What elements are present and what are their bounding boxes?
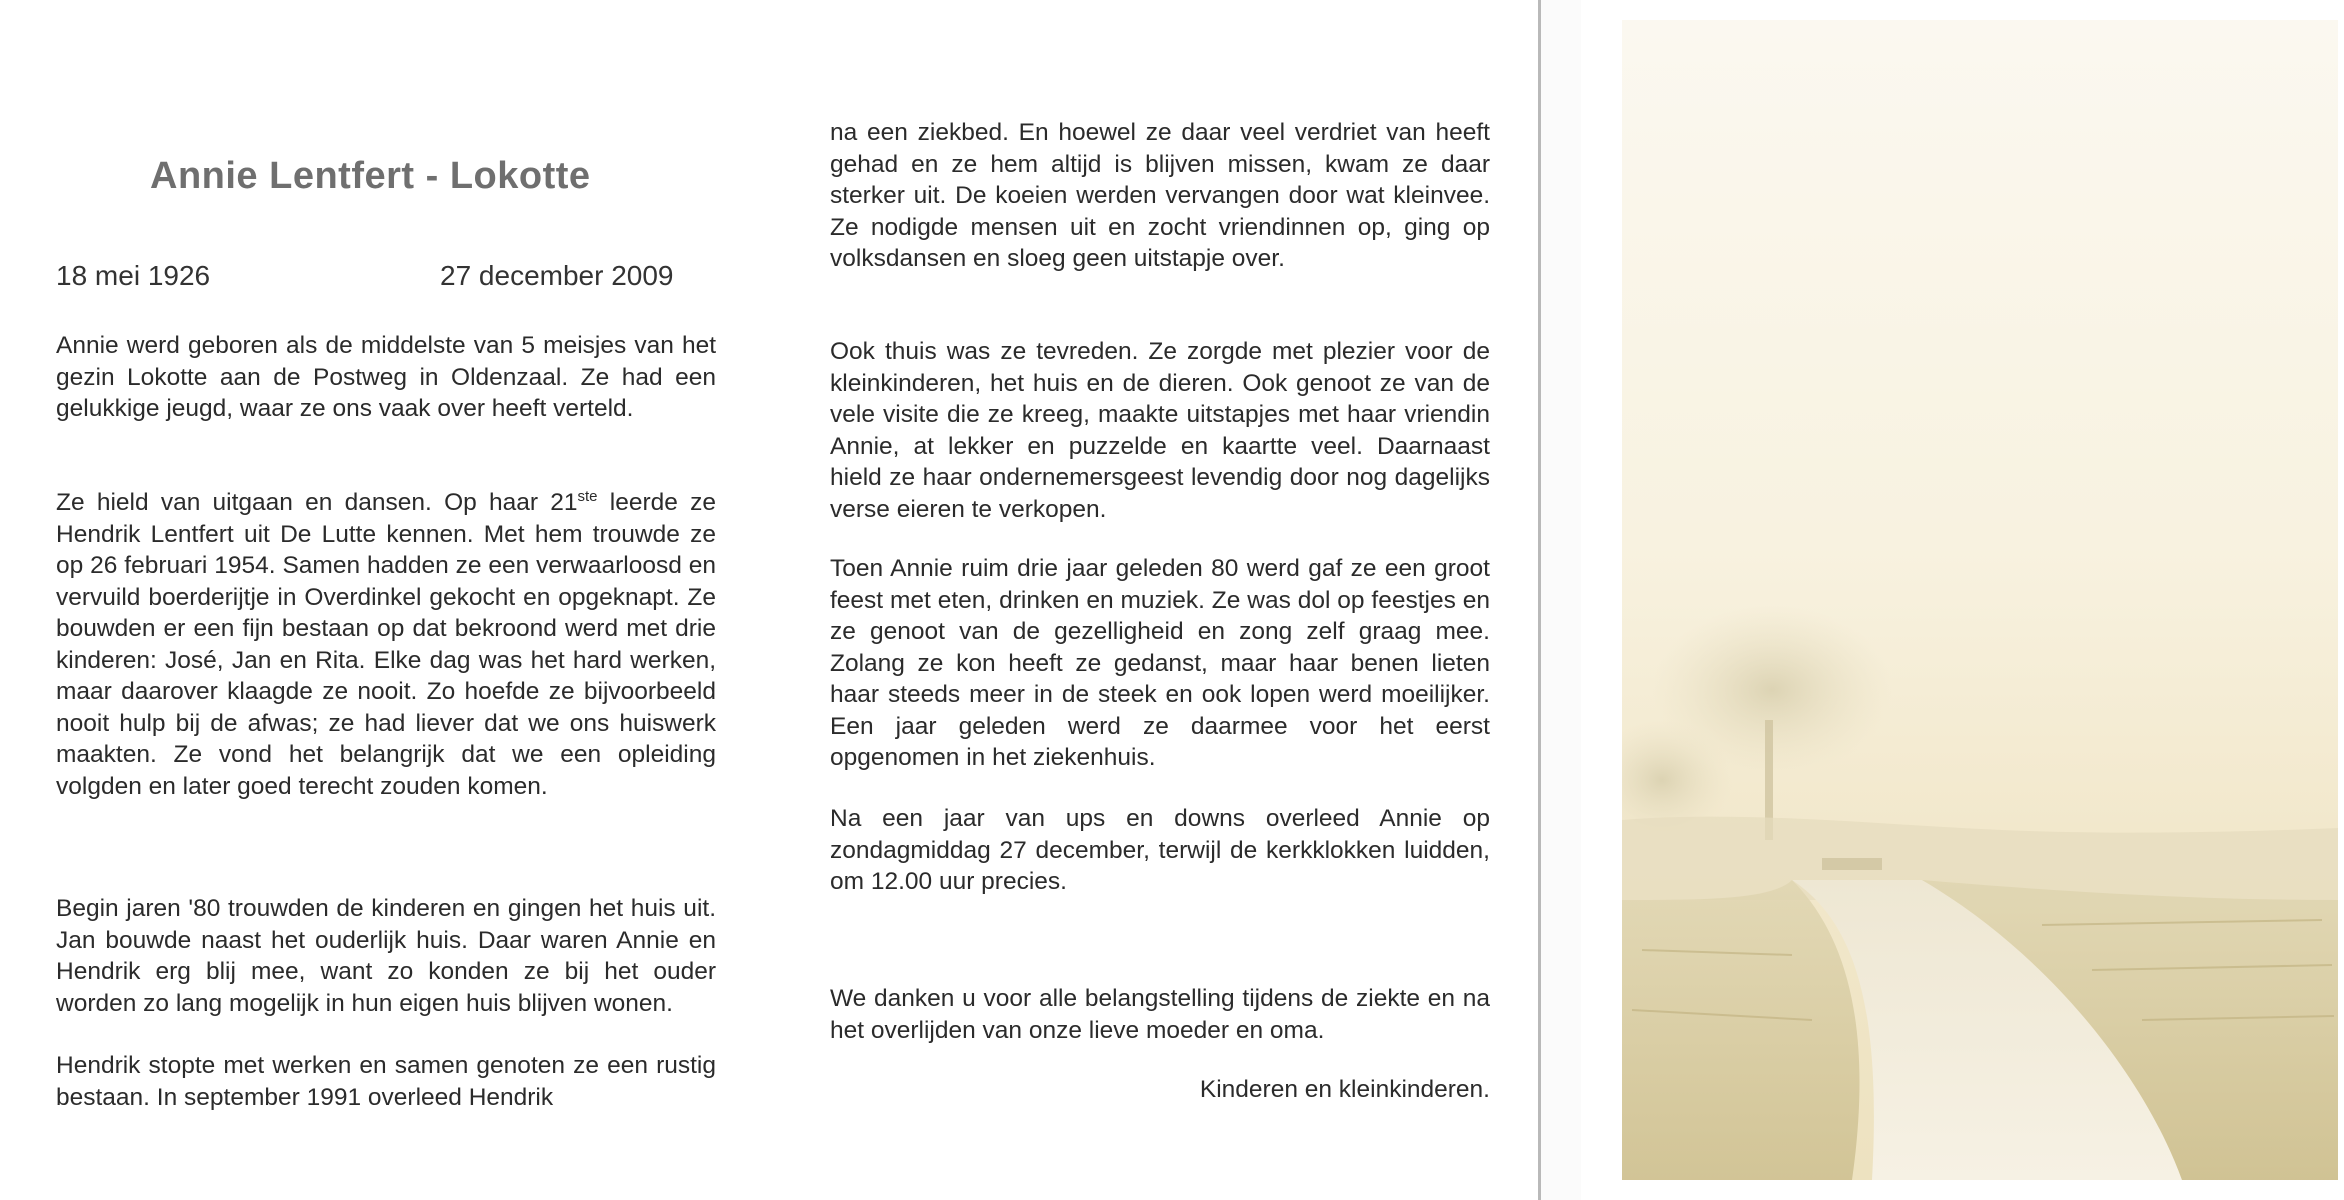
right-paragraph-2: Ook thuis was ze tevreden. Ze zorgde met plezier voor de kleinkinderen, het huis en de dieren. Ook genoot ze van de vele visite die ze kreeg, maakte uitstapjes met haar vriendin Annie, at lekker en puzzelde en kaartte veel. Daarnaast hield ze haar ondernemersgeest levendig door nog dagelijks verse eieren te verkopen. <box>830 338 1490 523</box>
left-paragraph-2: Ze hield van uitgaan en dansen. Op haar 21ste leerde ze Hendrik Lentfert uit De Lutte kennen. Met hem trouwde ze op 26 februari 1954. Samen hadden ze een verwaarloosd en vervuild boerderijtje in Overdinkel gekocht en opgeknapt. Ze bouwden er een fijn bestaan op dat bekroond werd met drie kinderen: José, Jan en Rita. Elke dag was het hard werken, maar daarover klaagde ze nooit. Zo hoefde ze bijvoorbeeld nooit hulp bij de afwas; ze had liever dat we ons huiswerk maakten. Ze vond het belangrijk dat we een opleiding volgden en later goed terecht zouden komen. <box>56 487 716 800</box>
ordinal-suffix: ste <box>577 487 598 505</box>
deceased-name: Annie Lentfert - Lokotte <box>150 155 591 197</box>
death-date: 27 december 2009 <box>440 260 674 291</box>
left-paragraph-1: Annie werd geboren als de middelste van 5 meisjes van het gezin Lokotte aan de Postweg in Oldenzaal. Ze had een gelukkige jeugd, waar ze ons vaak over heeft verteld. <box>56 332 716 422</box>
left-bank <box>1622 880 1860 1180</box>
birth-date: 18 mei 1926 <box>56 260 211 291</box>
right-paragraph-4: Na een jaar van ups en downs overleed Annie op zondagmiddag 27 december, terwijl de kerkklokken luidden, om 12.00 uur precies. <box>830 805 1490 895</box>
misty-landscape-photo <box>1622 20 2338 1180</box>
right-paragraph-1: na een ziekbed. En hoewel ze daar veel verdriet van heeft gehad en ze hem altijd is blijven missen, kwam ze daar sterker uit. De koeien werden vervangen door wat kleinvee. Ze nodigde mensen uit en zocht vriendinnen op, ging op volksdansen en sloeg geen uitstapje over. <box>830 119 1490 272</box>
thanks-paragraph: We danken u voor alle belangstelling tijdens de ziekte en na het overlijden van onze lieve moeder en oma. <box>830 985 1490 1044</box>
small-bridge <box>1822 858 1882 870</box>
landscape-illustration <box>1622 20 2338 1180</box>
signature: Kinderen en kleinkinderen. <box>1199 1076 1490 1103</box>
left-paragraph-3: Begin jaren '80 trouwden de kinderen en gingen het huis uit. Jan bouwde naast het ouderlijk huis. Daar waren Annie en Hendrik erg blij mee, want zo konden ze bij het ouder worden zo lang mogelijk in hun eigen huis blijven wonen. <box>56 895 716 1017</box>
left-paragraph-4: Hendrik stopte met werken en samen genoten ze een rustig bestaan. In september 1991 overleed Hendrik <box>56 1052 716 1111</box>
right-paragraph-3: Toen Annie ruim drie jaar geleden 80 werd gaf ze een groot feest met eten, drinken en muziek. Ze was dol op feestjes en ze genoot van de gezelligheid en zong zelf graag mee. Zolang ze kon heeft ze gedanst, maar haar benen lieten haar steeds meer in de steek en ook lopen werd moeilijker. Een jaar geleden werd ze daarmee voor het eerst opgenomen in het ziekenhuis. <box>830 555 1490 771</box>
card-gutter <box>1541 0 1581 1200</box>
